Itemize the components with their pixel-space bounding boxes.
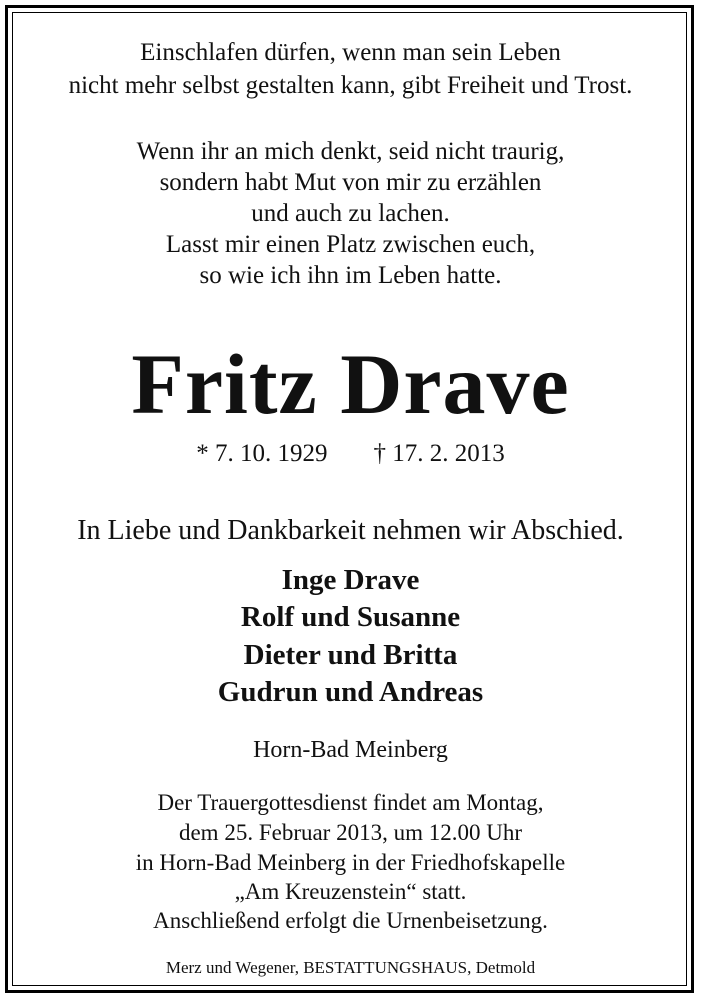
life-dates <box>0 439 701 469</box>
verse-line: sondern habt Mut von mir zu erzählen <box>159 169 542 196</box>
farewell-line: In Liebe und Dankbarkeit nehmen wir Abschied. <box>77 515 624 546</box>
service-line: „Am Kreuzenstein“ statt. <box>234 879 467 904</box>
service-line: in Horn-Bad Meinberg in der Friedhofskapelle <box>135 850 566 875</box>
service-line: dem 25. Februar 2013, um 12.00 Uhr <box>178 820 523 845</box>
service-line: Anschließend erfolgt die Urnenbeisetzung. <box>153 908 548 933</box>
place-line: Horn-Bad Meinberg <box>253 737 448 763</box>
service-line: Der Trauergottesdienst findet am Montag, <box>157 790 544 815</box>
verse-line: so wie ich ihn im Leben hatte. <box>199 262 502 289</box>
birth-date: * 7. 10. 1929 <box>196 440 328 467</box>
verse-line: Wenn ihr an mich denkt, seid nicht traurig, <box>136 138 565 165</box>
verse-line: Einschlafen dürfen, wenn man sein Leben <box>140 39 561 66</box>
verse-line: Lasst mir einen Platz zwischen euch, <box>165 231 536 258</box>
family-member: Gudrun und Andreas <box>217 676 484 708</box>
family-member: Inge Drave <box>281 564 420 596</box>
family-member: Rolf und Susanne <box>240 601 461 633</box>
family-member: Dieter und Britta <box>243 639 458 671</box>
verse-line: nicht mehr selbst gestalten kann, gibt Freiheit und Trost. <box>68 72 633 99</box>
verse-line: und auch zu lachen. <box>251 200 450 227</box>
deceased-name: Fritz Drave <box>131 336 570 432</box>
funeral-home-footer: Merz und Wegener, BESTATTUNGSHAUS, Detmold <box>165 958 536 977</box>
death-date: † 17. 2. 2013 <box>373 440 505 467</box>
